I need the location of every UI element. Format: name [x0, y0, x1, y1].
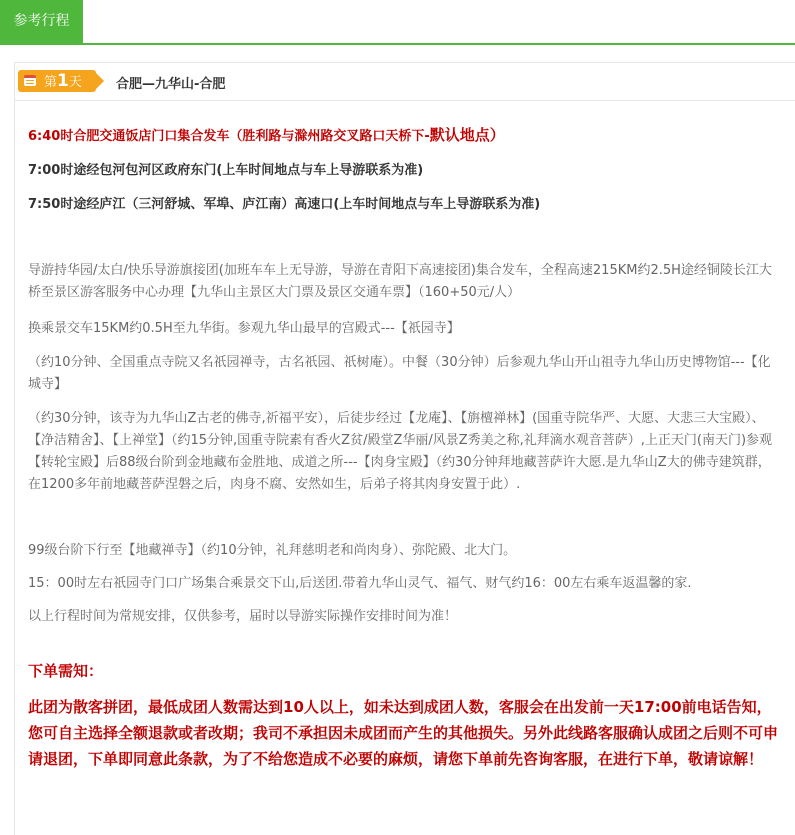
- default-location: 默认地点）: [429, 126, 505, 144]
- itinerary-paragraph: （约30分钟，该寺为九华山Z古老的佛寺,祈福平安），后徒步经过【龙庵】、【旃檀禅林】(国重寺院华严、大愿、大悲三大宝殿）、【净洁精舍】、【上禅堂】（约15分钟,国重寺院素有香火Z贫/殿堂Z华丽/风景Z秀美之称,礼拜滴水观音菩萨）,上正天门(南天门)参观【转轮宝殿】后88级台阶到金地藏布金胜地、成道之所---【肉身宝殿】（约30分钟拜地藏菩萨许大愿.是九华山Z大的佛寺建筑群，在1200多年前地藏菩萨涅磐之后，肉身不腐、安然如生，后弟子将其肉身安置于此）.: [28, 411, 773, 492]
- day-header: [14, 62, 795, 101]
- notice-body: 此团为散客拼团，最低成团人数需达到10人以上，如未达到成团人数，客服会在出发前一天17:00前电话告知，您可自主选择全额退款或者改期；我司不承担因未成团而产生的其他损失。另外此线路客服确认成团之后则不可申请退团，下单即同意此条款，为了不给您造成不必要的麻烦，请您下单前先咨询客服，在进行下单，敬请谅解！: [28, 698, 779, 768]
- calendar-icon: [24, 75, 36, 86]
- day-badge: [18, 70, 96, 92]
- pickup-baohe: 7:00时途经包河包河区政府东门(上车时间地点与车上导游联系为准): [28, 163, 424, 178]
- itinerary-paragraph: 99级台阶下行至【地藏禅寺】（约10分钟，礼拜慈明老和尚肉身）、弥陀殿、北大门。: [28, 543, 517, 558]
- itinerary-paragraph: 导游持华园/太白/快乐导游旗接团(加班车车上无导游，导游在青阳下高速接团)集合发车，全程高速215KM约2.5H途经铜陵长江大桥至景区游客服务中心办理【九华山主景区大门票及景区交通车票】（160+50元/人）: [28, 263, 772, 300]
- day-label: 第1天: [44, 71, 82, 91]
- tab-itinerary[interactable]: 参考行程: [0, 0, 83, 43]
- day-number: 1: [57, 71, 69, 91]
- disclaimer: 以上行程时间为常规安排，仅供参考，届时以导游实际操作安排时间为准！: [28, 609, 458, 624]
- tab-bar: [0, 0, 795, 45]
- meeting-point: 6:40时合肥交通饭店门口集合发车（胜利路与滁州路交叉路口天桥下-默认地点）: [28, 126, 505, 144]
- notice-heading: 下单需知：: [28, 662, 104, 680]
- day-title: 合肥—九华山-合肥: [116, 77, 226, 92]
- itinerary-paragraph: 换乘景交车15KM约0.5H至九华街。参观九华山最早的宫殿式---【祇园寺】: [28, 321, 460, 336]
- pickup-lujiang: 7:50时途经庐江（三河舒城、军埠、庐江南）高速口(上车时间地点与车上导游联系为准): [28, 197, 541, 212]
- itinerary-paragraph: 15：00时左右祇园寺门口广场集合乘景交下山,后送团.带着九华山灵气、福气、财气约16：00左右乘车返温馨的家.: [28, 576, 692, 591]
- itinerary-paragraph: （约10分钟、全国重点寺院又名祇园禅寺，古名祇园、祇树庵）。中餐（30分钟）后参观九华山开山祖寺九华山历史博物馆---【化城寺】: [28, 355, 771, 392]
